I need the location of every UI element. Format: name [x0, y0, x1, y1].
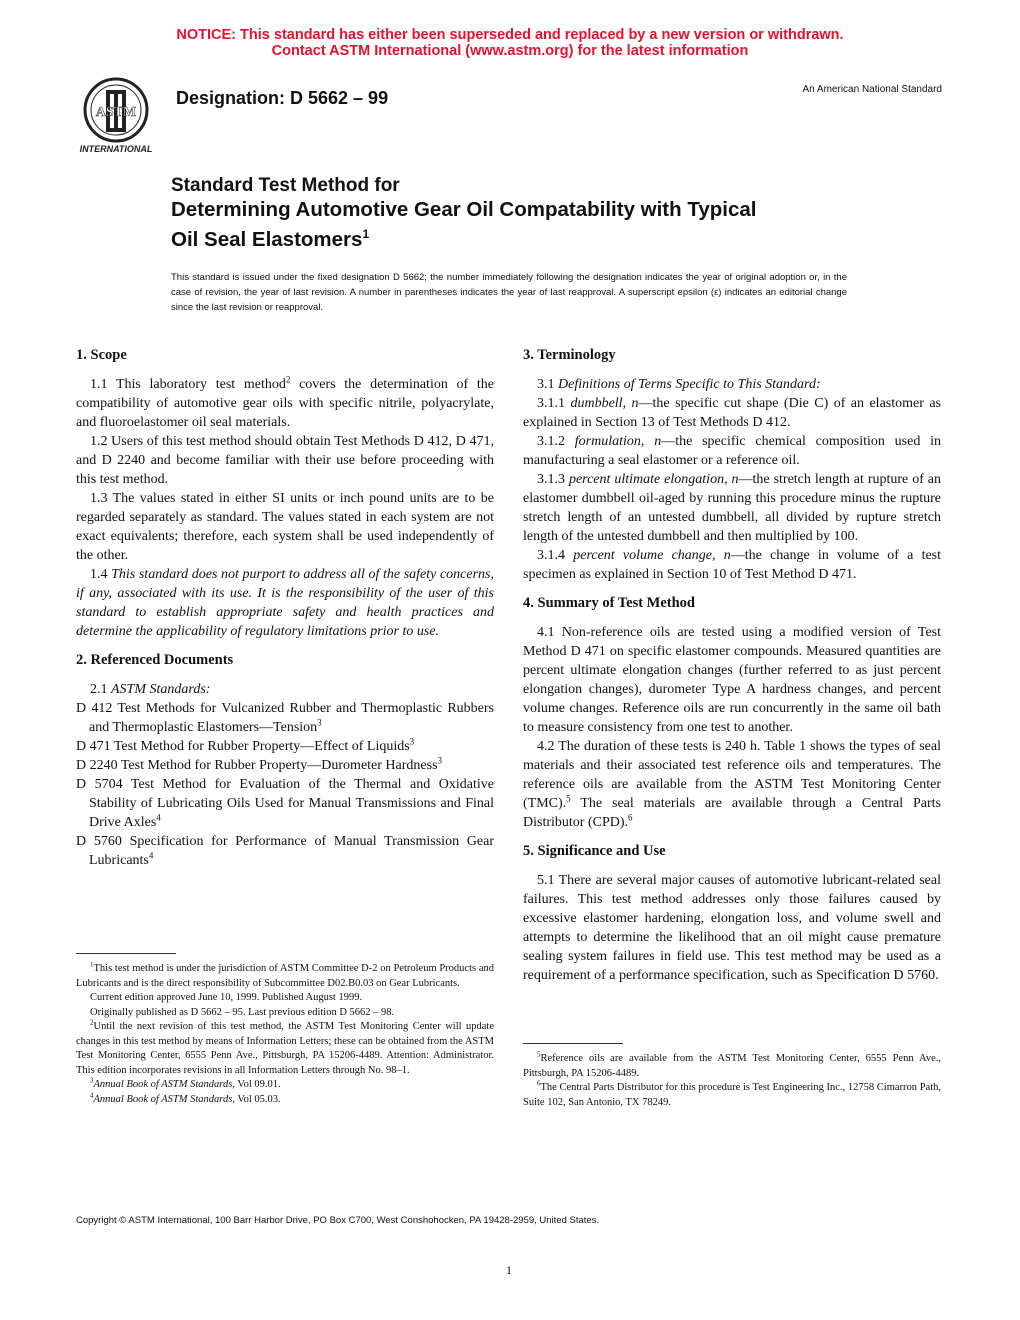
page-number: 1 [506, 1263, 512, 1277]
definition-formulation: 3.1.2 formulation, n—the specific chemical composition used in manufacturing a seal elastomer or a reference oil. [523, 434, 942, 468]
section-heading-summary: 4. Summary of Test Method [523, 595, 695, 611]
footnote-2: $^2$Until the next revision of this test method, the ASTM Test Monitoring Center will update changes in this test method by means of Information Letters; these can be obtained from the ASTM Test Monitoring Center, 6555 Penn Ave., Pittsburgh, PA 15206-4489. Attention: Administrator. This edition incorporates revisions in all Information Letters through No. 98–1. [76, 1018, 494, 1076]
footnote-1: $^1$This test method is under the jurisdiction of ASTM Committee D-2 on Petroleum Products and Lubricants and is the direct responsibility of Subcommittee D02.B0.03 on Gear Lubricants. [76, 960, 494, 989]
issuance-statement: This standard is issued under the fixed designation D 5662; the number immediately following the designation indicates the year of original adoption or, in the case of revision, the year of last revision. A number in parentheses indicates the year of last reapproval. A superscript epsilon (ε) indicates an editorial change since the last revision or reapproval. [171, 272, 847, 313]
notice-line-1: NOTICE: This standard has either been superseded and replaced by a new version or withdrawn. [176, 27, 844, 43]
reference-d471: D 471 Test Method for Rubber Property—Effect of Liquids$^3$ [76, 736, 415, 754]
footnote-1-approved: Current edition approved June 10, 1999. Published August 1999. [90, 992, 363, 1003]
footnote-3: $^3$Annual Book of ASTM Standards, Vol 09.01. [90, 1076, 281, 1090]
section-heading-scope: 1. Scope [76, 347, 127, 363]
notice-line-2: Contact ASTM International (www.astm.org) for the latest information [271, 43, 749, 59]
reference-d412: D 412 Test Methods for Vulcanized Rubber and Thermoplastic Rubbers and Thermoplastic Elastomers—Tension$^3$ [76, 701, 494, 735]
title-line-2: Determining Automotive Gear Oil Compatability with Typical [171, 198, 757, 221]
title-line-1: Standard Test Method for [171, 175, 400, 196]
definition-percent-volume-change: 3.1.4 percent volume change, n—the change in volume of a test specimen as explained in Section 10 of Test Method D 471. [523, 548, 942, 582]
title-footnote-mark: 1 [362, 227, 370, 241]
reference-d5704: D 5704 Test Method for Evaluation of the Thermal and Oxidative Stability of Lubricating Oils Used for Manual Transmissions and Final Drive Axles$^4$ [76, 777, 494, 830]
paragraph-2-1: 2.1 ASTM Standards: [90, 682, 211, 697]
definition-dumbbell: 3.1.1 dumbbell, n—the specific cut shape (Die C) of an elastomer as explained in Section 13 of Test Methods D 412. [523, 396, 942, 430]
left-column [76, 345, 494, 870]
footnote-5: $^5$Reference oils are available from the ASTM Test Monitoring Center, 6555 Penn Ave., Pittsburgh, PA 15206-4489. [523, 1050, 941, 1079]
right-column [523, 345, 941, 985]
astm-logo-icon [70, 76, 162, 158]
logo-text: ASTM [95, 105, 137, 120]
definition-percent-ultimate-elongation: 3.1.3 percent ultimate elongation, n—the stretch length at rupture of an elastomer dumbbell oil-aged by running this procedure minus the rupture stretch length of an untested dumbbell, all divided by rupture stretch length of the untested dumbbell and then multiplied by 100. [523, 472, 942, 544]
paragraph-5-1: 5.1 There are several major causes of automotive lubricant-related seal failures. This test method addresses only those failures caused by excessive elastomer hardening, elongation loss, and volume swell and attempts to determine the likelihood that an oil might cause premature sealing system failures in field use. This test method may be used as a requirement of a performance specification, such as Specification D 5760. [523, 873, 941, 983]
paragraph-1-4: 1.4 This standard does not purport to address all of the safety concerns, if any, associated with its use. It is the responsibility of the user of this standard to establish appropriate safety and health practices and determine the applicability of regulatory limitations prior to use. [76, 567, 495, 639]
reference-d5760: D 5760 Specification for Performance of Manual Transmission Gear Lubricants$^4$ [76, 834, 494, 868]
footnote-4: $^4$Annual Book of ASTM Standards, Vol 05.03. [90, 1091, 281, 1105]
paragraph-1-1: 1.1 This laboratory test method$^2$ covers the determination of the compatibility of automotive gear oils with specific nitrile, polyacrylate, and fluoroelastomer oil seal materials. [76, 374, 494, 430]
paragraph-3-1: 3.1 Definitions of Terms Specific to This Standard: [537, 377, 821, 392]
reference-d2240: D 2240 Test Method for Rubber Property—Durometer Hardness$^3$ [76, 755, 443, 773]
footnote-1-originally: Originally published as D 5662 – 95. Last previous edition D 5662 – 98. [90, 1006, 395, 1018]
american-national-standard: An American National Standard [802, 84, 942, 95]
section-heading-terminology: 3. Terminology [523, 347, 616, 363]
footnote-6: $^6$The Central Parts Distributor for this procedure is Test Engineering Inc., 12758 Cimarron Path, Suite 102, San Antonio, TX 78249. [523, 1079, 941, 1108]
title-line-3: Oil Seal Elastomers$^1$ [171, 227, 370, 251]
section-heading-referenced-documents: 2. Referenced Documents [76, 652, 234, 668]
logo-subtext: INTERNATIONAL [79, 144, 153, 154]
designation: Designation: D 5662 – 99 [176, 88, 389, 108]
paragraph-1-3: 1.3 The values stated in either SI units or inch pound units are to be regarded separately as standard. The values stated in each system are not exact equivalents; therefore, each system shall be used independently of the other. [76, 491, 494, 563]
paragraph-4-2: 4.2 The duration of these tests is 240 h. Table 1 shows the types of seal materials and their associated test reference oils and temperatures. The reference oils are available from the ASTM Test Monitoring Center (TMC).$^5$ The seal materials are available through a Central Parts Distributor (CPD).$^6$ [523, 739, 941, 830]
copyright: Copyright © ASTM International, 100 Barr Harbor Drive, PO Box C700, West Conshohocken, PA 19428-2959, United States. [76, 1215, 600, 1226]
paragraph-4-1: 4.1 Non-reference oils are tested using a modified version of Test Method D 471 on specific elastomer compounds. Measured quantities are percent ultimate elongation changes (further referred to as just percent elongation changes), durometer Type A hardness changes, and percent volume changes. Reference oils are run concurrently in the same oil bath to measure consistency from one test to another. [523, 625, 941, 735]
withdrawn-notice [0, 27, 1020, 59]
paragraph-1-2: 1.2 Users of this test method should obtain Test Methods D 412, D 471, and D 2240 and become familiar with their use before proceeding with this test method. [76, 434, 494, 487]
footnotes-right [523, 1043, 941, 1110]
section-heading-significance: 5. Significance and Use [523, 843, 666, 859]
document-title [171, 174, 891, 252]
footnotes-left [76, 953, 494, 1107]
